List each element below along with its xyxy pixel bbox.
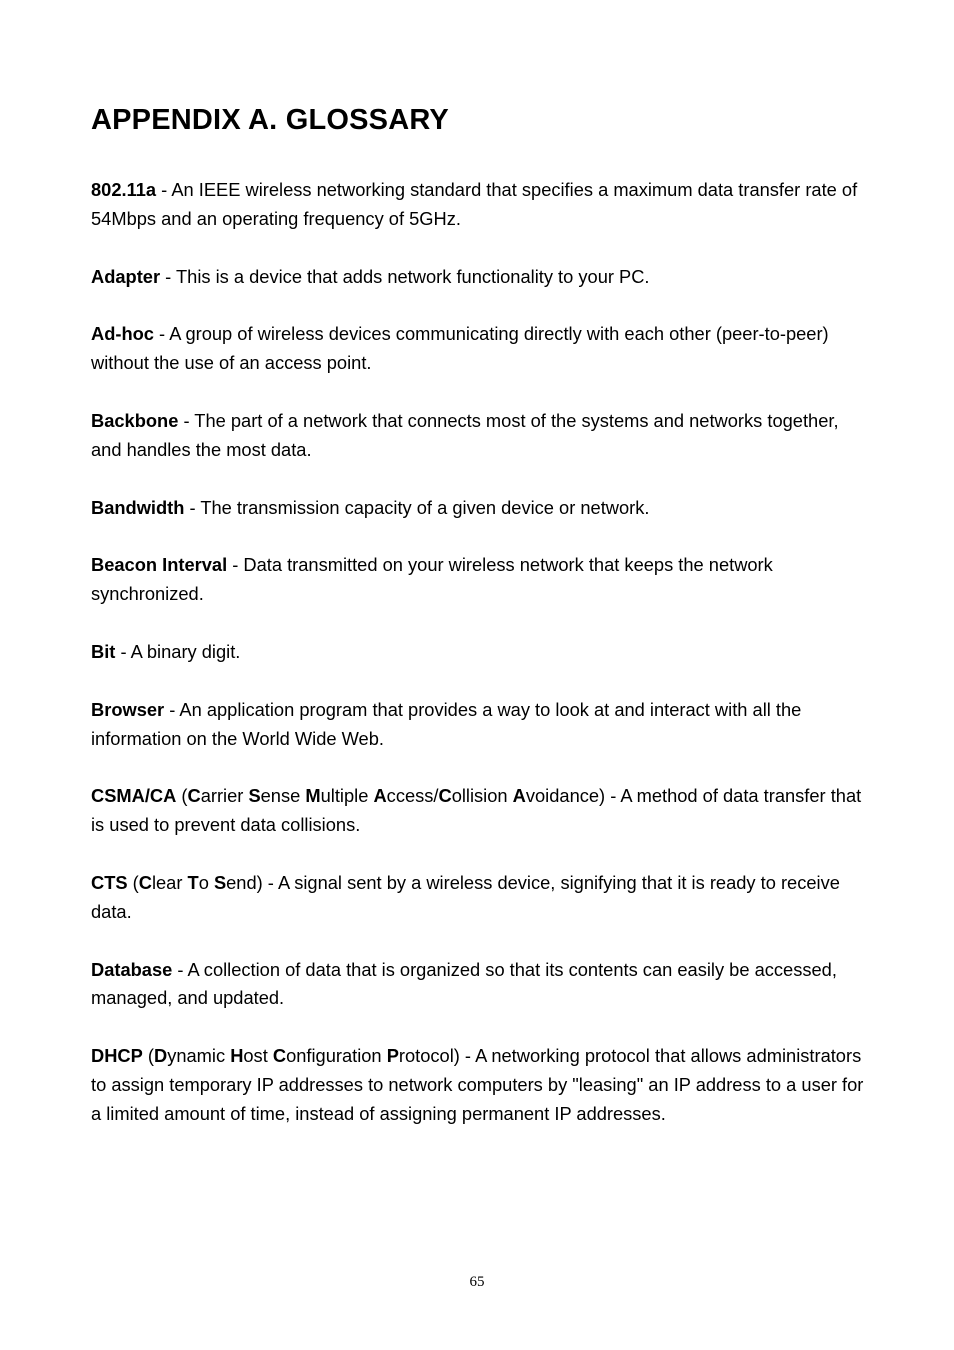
glossary-definition-text: arrier <box>200 785 249 807</box>
glossary-definition-text: ( <box>176 785 188 807</box>
glossary-term-text: S <box>248 785 261 807</box>
glossary-definition-text: - The transmission capacity of a given device or network. <box>184 496 650 518</box>
glossary-definition-text: - An application program that provides a way to look at and interact with all the information on the World Wide Web. <box>91 698 802 749</box>
glossary-term-text: A <box>512 785 526 807</box>
glossary-term-text: A <box>373 785 387 807</box>
page-title: APPENDIX A. GLOSSARY <box>91 104 449 136</box>
glossary-term-text: Browser <box>91 698 165 720</box>
glossary-definition-text: voidance) - A method of data transfer that is used to prevent data collisions. <box>91 785 862 836</box>
glossary-entry <box>91 1042 871 1128</box>
glossary-entry <box>91 494 871 523</box>
glossary-term-text: Bandwidth <box>91 496 185 518</box>
glossary-term-text: T <box>187 871 199 893</box>
glossary-definition-text: ense <box>260 785 306 807</box>
glossary-definition-text: ynamic <box>167 1045 231 1067</box>
glossary-definition-text: ccess/ <box>386 785 439 807</box>
glossary-term-text: Adapter <box>91 265 161 287</box>
glossary-entry <box>91 782 871 840</box>
glossary-definition-text: - A group of wireless devices communicating directly with each other (peer-to-peer) without the use of an access point. <box>91 323 829 374</box>
glossary-term-text: D <box>153 1045 168 1067</box>
glossary-definition-text: ost <box>243 1045 273 1067</box>
glossary-definition-text: end) - A signal sent by a wireless device, signifying that it is ready to receive data. <box>91 871 840 922</box>
glossary-entry <box>91 263 871 292</box>
glossary-entry <box>91 696 871 754</box>
glossary-definition-text: onfiguration <box>286 1045 387 1067</box>
glossary-term-text: Bit <box>91 640 116 662</box>
glossary-entry <box>91 551 871 609</box>
glossary-definition-text: - A binary digit. <box>115 640 241 662</box>
glossary-definition-text: ( <box>142 1045 154 1067</box>
glossary-entry <box>91 869 871 927</box>
glossary-definition-text: - A collection of data that is organized so that its contents can easily be accessed, managed, and updated. <box>91 958 837 1009</box>
glossary-term-text: C <box>187 785 201 807</box>
glossary-term-text: Database <box>91 958 173 980</box>
glossary-term-text: CSMA/CA <box>91 785 177 807</box>
glossary-entry <box>91 320 871 378</box>
glossary-definition-text: - Data transmitted on your wireless network that keeps the network synchronized. <box>91 554 773 605</box>
glossary-list <box>91 176 871 1158</box>
page-number: 65 <box>469 1274 485 1290</box>
glossary-entry <box>91 407 871 465</box>
glossary-term-text: P <box>386 1045 399 1067</box>
glossary-term-text: C <box>438 785 452 807</box>
glossary-definition-text: rotocol) - A networking protocol that allows administrators to assign temporary IP addresses to network computers by "leasing" an IP address to a user for a limited amount of time, instead of assigning permanent IP addresses. <box>91 1045 864 1124</box>
glossary-entry <box>91 176 871 234</box>
glossary-definition-text: o <box>198 871 214 893</box>
glossary-term-text: 802.11a <box>91 179 157 200</box>
glossary-definition-text: ultiple <box>320 785 374 807</box>
glossary-term-text: M <box>305 785 321 807</box>
glossary-definition-text: - This is a device that adds network functionality to your PC. <box>160 265 650 287</box>
glossary-term-text: DHCP <box>91 1045 143 1067</box>
glossary-term-text: S <box>213 871 227 893</box>
glossary-definition-text: lear <box>151 871 188 893</box>
glossary-definition-text: - An IEEE wireless networking standard that specifies a maximum data transfer rate of 54Mbps and an operating frequency of 5GHz. <box>91 179 858 229</box>
glossary-definition-text: ( <box>127 871 139 893</box>
glossary-entry <box>91 638 871 667</box>
glossary-term-text: Ad-hoc <box>91 323 154 345</box>
glossary-term-text: Backbone <box>91 409 179 431</box>
glossary-term-text: Beacon Interval <box>91 554 228 576</box>
glossary-definition-text: ollision <box>451 785 513 807</box>
glossary-term-text: C <box>138 871 152 893</box>
glossary-term-text: CTS <box>91 871 128 893</box>
glossary-term-text: C <box>272 1045 287 1067</box>
glossary-entry <box>91 956 871 1014</box>
glossary-definition-text: - The part of a network that connects most of the systems and networks together, and handles the most data. <box>91 409 839 460</box>
glossary-term-text: H <box>230 1045 244 1067</box>
